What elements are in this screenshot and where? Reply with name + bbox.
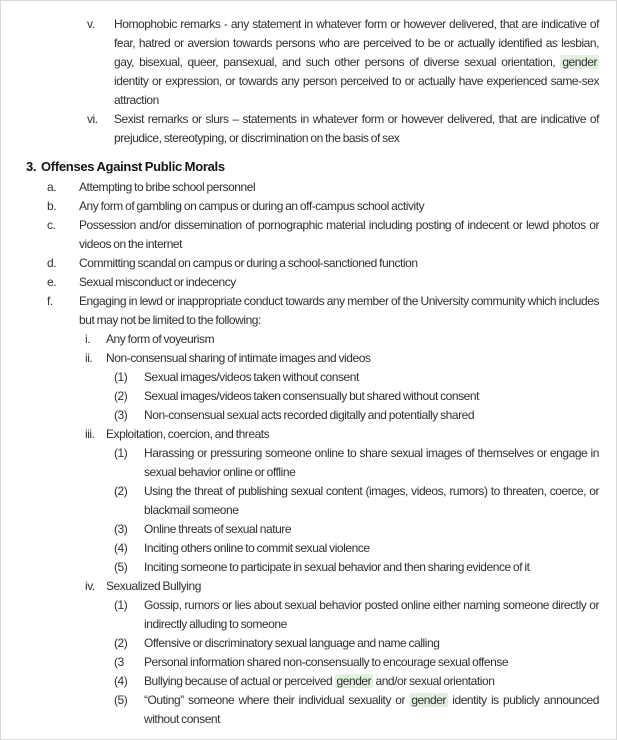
item-text: Using the threat of publishing sexual content (images, videos, rumors) to threaten, coerce, or blackmail someone — [144, 484, 599, 517]
item-marker: (5) — [114, 693, 128, 707]
item-text: Sexual images/videos taken without consent — [144, 370, 359, 384]
item-text: Homophobic remarks - any statement in whatever form or however delivered, that are indicative of fear, hatred or aversion towards persons who are perceived to be or actually identified as lesbian, gay, bisexual, queer, pansexual, and such other persons of diverse sexual orientation, gender identity or expression, or towards any person perceived to or actually have experienced same-sex attraction — [114, 17, 599, 107]
highlighted-term: gender — [562, 55, 597, 69]
item-text: Sexualized Bullying — [106, 579, 201, 593]
list-item — [1, 330, 599, 349]
item-text: Harassing or pressuring someone online to share sexual images of themselves or engage in sexual behavior online or offline — [144, 446, 599, 479]
list-item — [1, 482, 599, 520]
item-marker: (3 — [114, 655, 124, 669]
item-marker: (5) — [114, 560, 128, 574]
list-item — [1, 406, 599, 425]
item-text: “Outing” someone where their individual sexuality or gender identity is publicly announced without consent — [144, 693, 600, 726]
item-marker: 3. — [26, 159, 37, 174]
item-marker: (1) — [114, 598, 128, 612]
item-marker: (2) — [114, 484, 128, 498]
list-item — [1, 444, 599, 482]
list-item — [1, 197, 599, 216]
item-text: Non-consensual sexual acts recorded digitally and potentially shared — [144, 408, 475, 422]
highlighted-term: gender — [336, 674, 372, 688]
list-item — [1, 425, 599, 444]
heading-title: Offenses Against Public Morals — [41, 159, 225, 174]
list-item — [1, 254, 599, 273]
item-text: Attempting to bribe school personnel — [79, 180, 256, 194]
list-item — [1, 653, 599, 672]
item-marker: (4) — [114, 541, 128, 555]
item-text: Engaging in lewd or inappropriate conduct towards any member of the University community which includes but may not be limited to the following: — [79, 294, 599, 327]
list-item — [1, 178, 599, 197]
item-marker: (2) — [114, 636, 128, 650]
list-item — [1, 691, 599, 729]
list-item — [1, 596, 599, 634]
item-text: Gossip, rumors or lies about sexual behavior posted online either naming someone directly or indirectly alluding to someone — [144, 598, 599, 631]
item-marker: iii. — [85, 427, 95, 441]
item-marker: d. — [47, 256, 57, 270]
item-marker: (4) — [114, 674, 128, 688]
item-marker: (2) — [114, 389, 128, 403]
list-item — [1, 387, 599, 406]
item-marker: c. — [47, 218, 56, 232]
list-item — [1, 577, 599, 596]
item-marker: e. — [47, 275, 57, 289]
item-marker: a. — [47, 180, 57, 194]
item-text: Non-consensual sharing of intimate images and videos — [106, 351, 371, 365]
item-marker: v. — [87, 17, 95, 31]
item-marker: f. — [47, 294, 53, 308]
item-text: Sexual images/videos taken consensually but shared without consent — [144, 389, 479, 403]
item-text: Committing scandal on campus or during a school-sanctioned function — [79, 256, 418, 270]
item-text: Online threats of sexual nature — [144, 522, 292, 536]
item-text: Bullying because of actual or perceived gender and/or sexual orientation — [144, 674, 495, 688]
list-item — [1, 216, 599, 254]
list-item — [1, 292, 599, 330]
highlighted-term: gender — [411, 693, 446, 707]
item-marker: (1) — [114, 446, 128, 460]
item-text: Personal information shared non-consensually to encourage sexual offense — [144, 655, 509, 669]
list-item — [1, 15, 599, 110]
item-text: Possession and/or dissemination of pornographic material including posting of indecent or lewd photos or videos on the internet — [79, 218, 599, 251]
list-item — [1, 520, 599, 539]
item-marker: (3) — [114, 408, 128, 422]
section-heading — [1, 157, 599, 176]
item-text: Inciting others online to commit sexual violence — [144, 541, 370, 555]
item-marker: (3) — [114, 522, 128, 536]
item-text: Exploitation, coercion, and threats — [106, 427, 270, 441]
item-text: Any form of gambling on campus or during an off-campus school activity — [79, 199, 425, 213]
item-marker: iv. — [85, 579, 95, 593]
item-marker: b. — [47, 199, 57, 213]
list-item — [1, 672, 599, 691]
item-marker: (1) — [114, 370, 128, 384]
item-text: Any form of voyeurism — [106, 332, 215, 346]
item-marker: i. — [85, 332, 91, 346]
item-marker: ii. — [85, 351, 93, 365]
list-item — [1, 539, 599, 558]
item-text: Inciting someone to participate in sexual behavior and then sharing evidence of it — [144, 560, 530, 574]
list-item — [1, 558, 599, 577]
item-text: Offensive or discriminatory sexual language and name calling — [144, 636, 440, 650]
list-item — [1, 110, 599, 148]
item-text: Sexist remarks or slurs – statements in whatever form or however delivered, that are indicative of prejudice, stereotyping, or discrimination on the basis of sex — [114, 112, 599, 145]
list-item — [1, 634, 599, 653]
list-item — [1, 273, 599, 292]
item-marker: vi. — [87, 112, 98, 126]
item-text: Sexual misconduct or indecency — [79, 275, 236, 289]
document-body — [1, 1, 616, 729]
list-item — [1, 368, 599, 387]
list-item — [1, 349, 599, 368]
